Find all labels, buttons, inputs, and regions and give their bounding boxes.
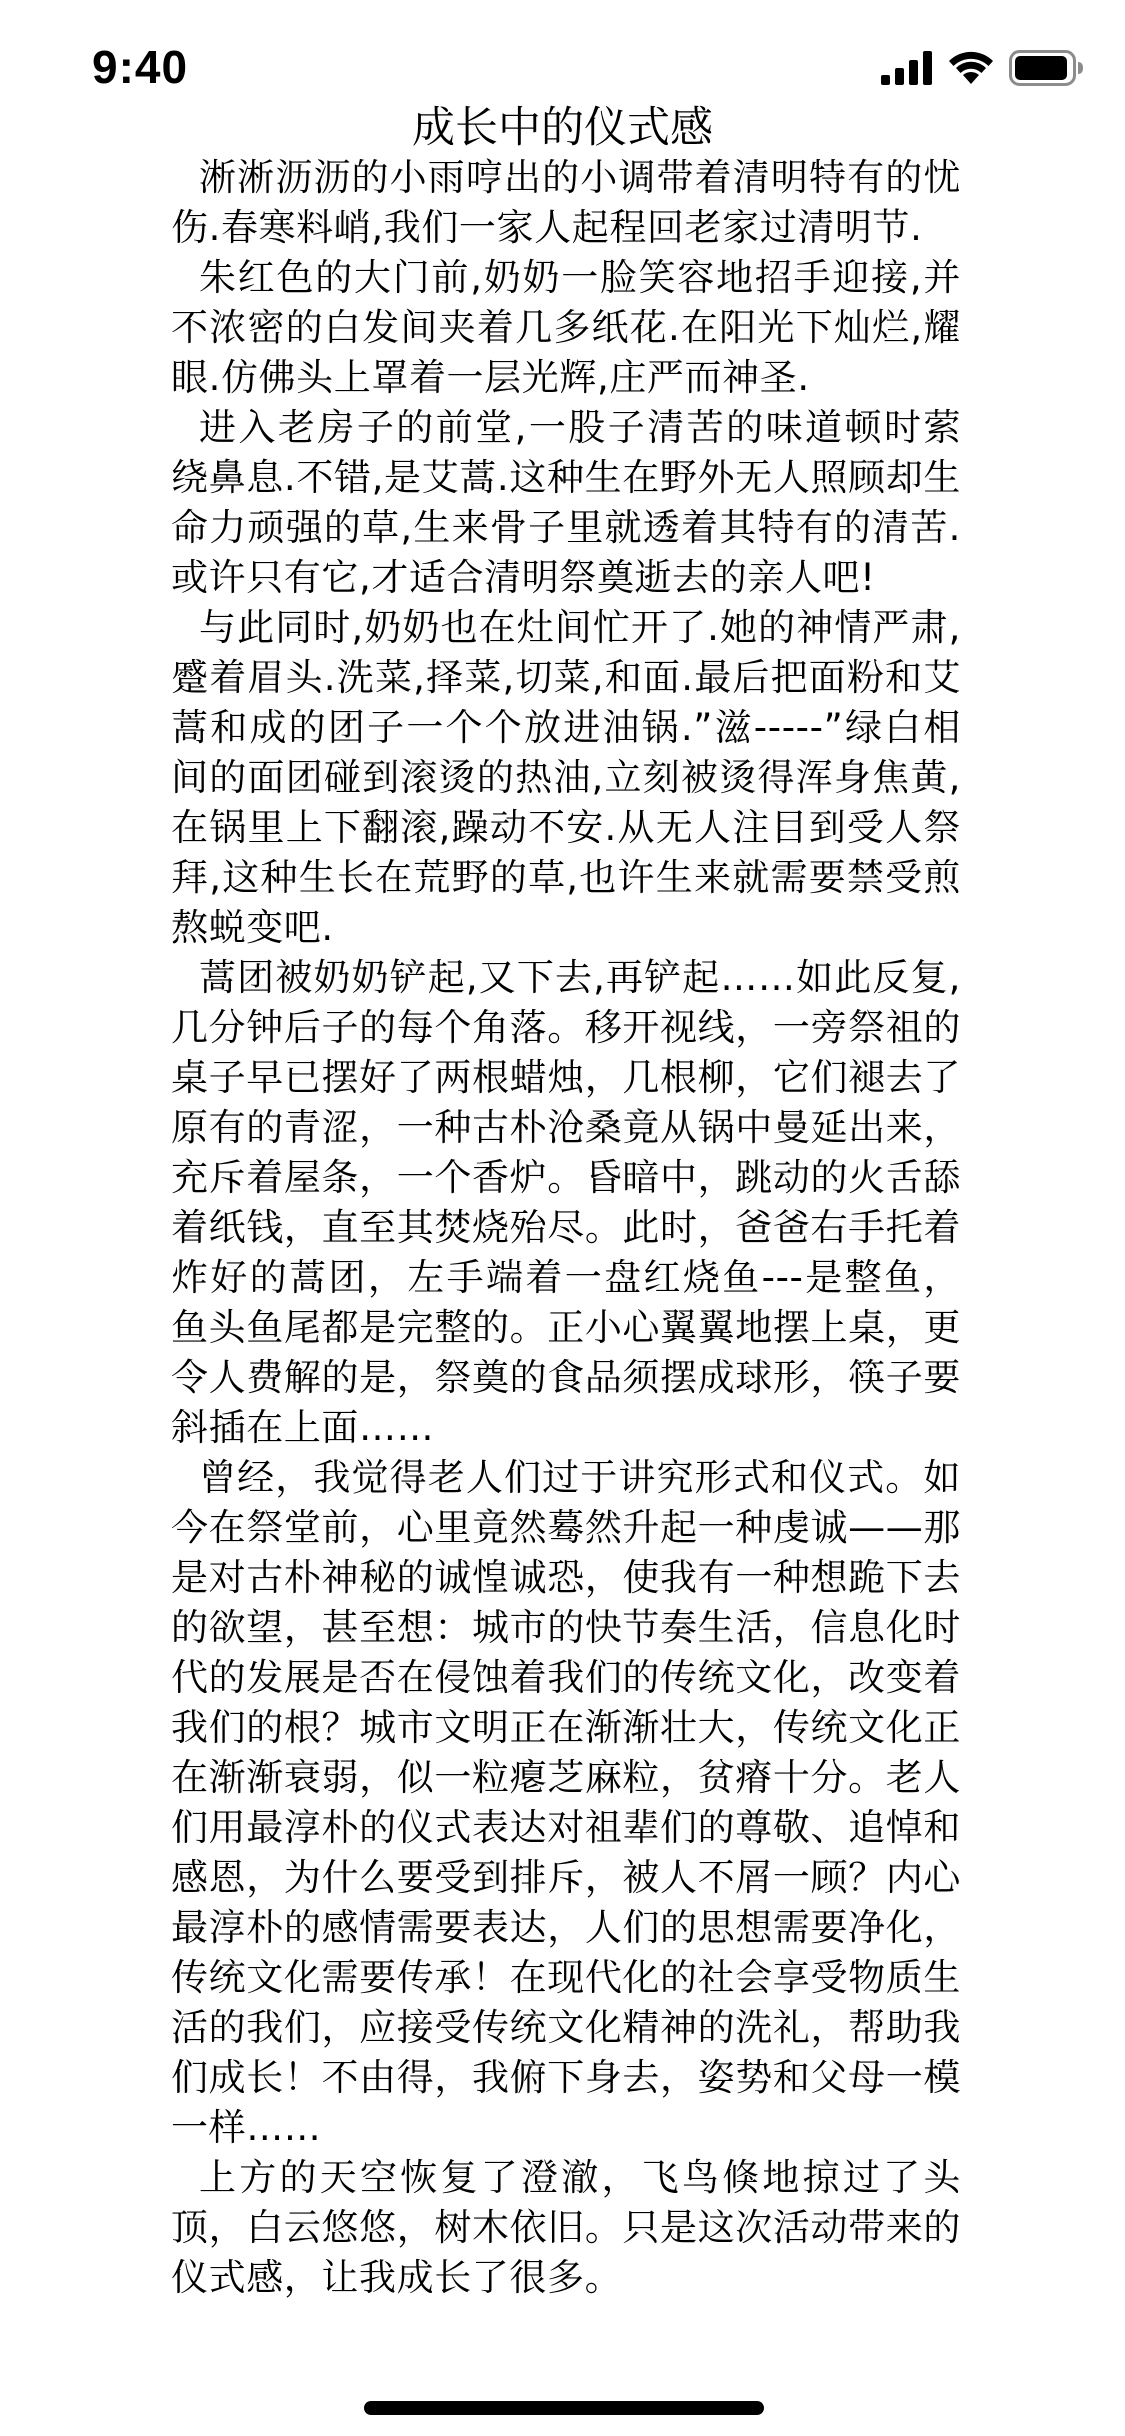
- article-body: [171, 153, 961, 2303]
- article-paragraph: 上方的天空恢复了澄澈，飞鸟倏地掠过了头顶，白云悠悠，树木依旧。只是这次活动带来的仪式感，让我成长了很多。: [171, 2156, 961, 2299]
- article-paragraph: 朱红色的大门前,奶奶一脸笑容地招手迎接,并不浓密的白发间夹着几多纸花.在阳光下灿烂,耀眼.仿佛头上罩着一层光辉,庄严而神圣.: [171, 256, 961, 399]
- status-time: 9:40: [92, 41, 189, 93]
- status-icons: [881, 50, 1085, 90]
- article-title: 成长中的仪式感: [412, 103, 713, 153]
- cellular-signal-icon: [881, 51, 933, 89]
- article-paragraph: 蒿团被奶奶铲起,又下去,再铲起……如此反复,几分钟后子的每个角落。移开视线，一旁祭祖的桌子早已摆好了两根蜡烛，几根柳，它们褪去了原有的青涩，一种古朴沧桑竟从锅中曼延出来，充斥着屋条，一个香炉。昏暗中，跳动的火舌舔着纸钱，直至其焚烧殆尽。此时，爸爸右手托着炸好的蒿团，左手端着一盘红烧鱼---是整鱼，鱼头鱼尾都是完整的。正小心翼翼地摆上桌，更令人费解的是，祭奠的食品须摆成球形，筷子要斜插在上面……: [171, 956, 961, 1449]
- article-paragraph: 淅淅沥沥的小雨哼出的小调带着清明特有的忧伤.春寒料峭,我们一家人起程回老家过清明节.: [171, 156, 961, 249]
- home-indicator[interactable]: [364, 2401, 764, 2415]
- wifi-icon: [947, 50, 995, 90]
- battery-icon: [1009, 50, 1085, 90]
- article-paragraph: 曾经，我觉得老人们过于讲究形式和仪式。如今在祭堂前，心里竟然蓦然升起一种虔诚——那是对古朴神秘的诚惶诚恐，使我有一种想跪下去的欲望，甚至想：城市的快节奏生活，信息化时代的发展是否在侵蚀着我们的传统文化，改变着我们的根？城市文明正在渐渐壮大，传统文化正在渐渐衰弱，似一粒瘪芝麻粒，贫瘠十分。老人们用最淳朴的仪式表达对祖辈们的尊敬、追悼和感恩，为什么要受到排斥，被人不屑一顾？内心最淳朴的感情需要表达，人们的思想需要净化，传统文化需要传承！在现代化的社会享受物质生活的我们，应接受传统文化精神的洗礼，帮助我们成长！不由得，我俯下身去，姿势和父母一模一样……: [171, 1456, 961, 2149]
- article-paragraph: 与此同时,奶奶也在灶间忙开了.她的神情严肃,蹙着眉头.洗菜,择菜,切菜,和面.最后把面粉和艾蒿和成的团子一个个放进油锅.”滋-----”绿白相间的面团碰到滚烫的热油,立刻被烫得浑身焦黄,在锅里上下翻滚,躁动不安.从无人注目到受人祭拜,这种生长在荒野的草,也许生来就需要禁受煎熬蜕变吧.: [171, 606, 961, 949]
- article-paragraph: 进入老房子的前堂,一股子清苦的味道顿时萦绕鼻息.不错,是艾蒿.这种生在野外无人照顾却生命力顽强的草,生来骨子里就透着其特有的清苦.或许只有它,才适合清明祭奠逝去的亲人吧!: [171, 406, 961, 599]
